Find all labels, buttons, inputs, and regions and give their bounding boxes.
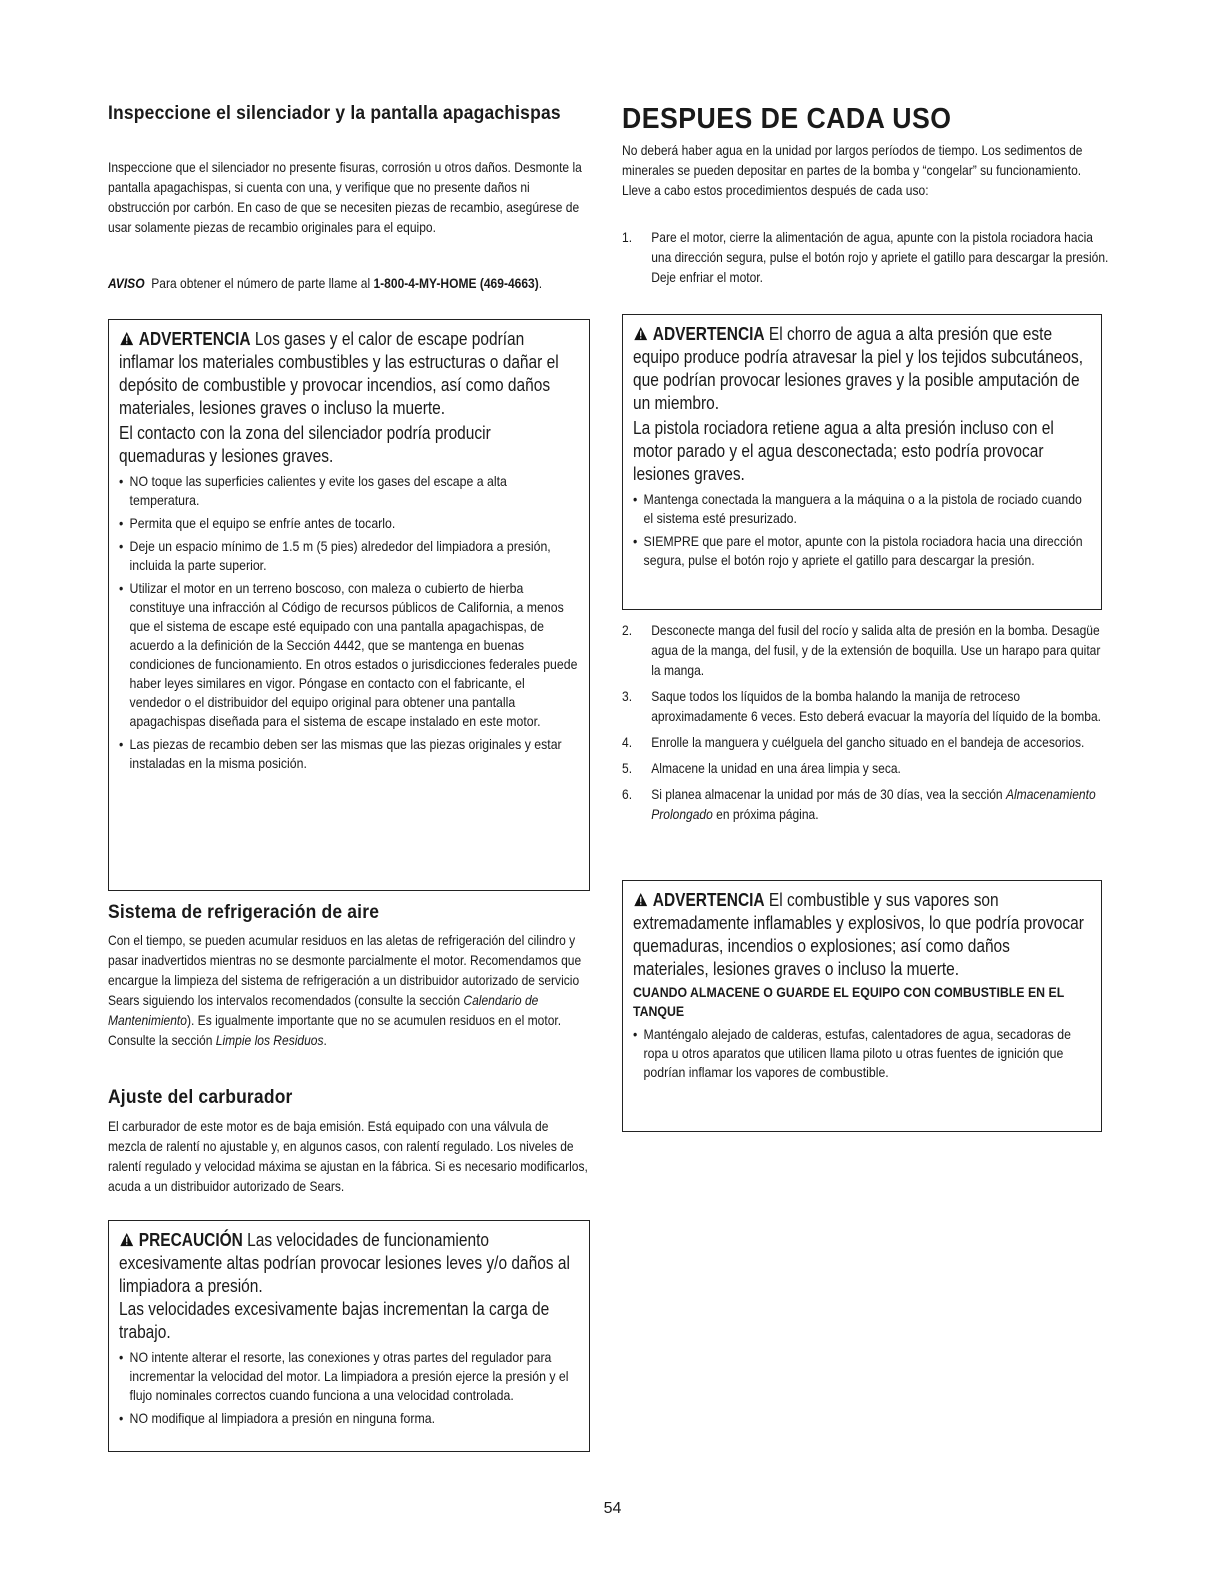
list-item (622, 784, 1110, 824)
aviso-text: Para obtener el número de parte llame al (151, 275, 371, 291)
warning-lead2-exhaust: El contacto con la zona del silenciador podría producir quemaduras y lesiones graves. (119, 423, 491, 466)
step-text: Pare el motor, cierre la alimentación de agua, apunte con la pistola rociadora hacia una dirección segura, pulse el botón rojo y apriete el gatillo para descargar la presión. Deje enfriar el motor. (651, 229, 1109, 285)
step-number: 4. (622, 734, 633, 750)
step-list-2 (622, 620, 1110, 830)
warning-text-fuel: El combustible y sus vapores son extremadamente inflamables y explosivos, lo que podría provocar quemaduras, incendios o explosiones; así como daños materiales, lesiones graves o incluso la muerte. (633, 890, 1084, 979)
step-text-end: en próxima página. (716, 806, 819, 822)
warning-bold-fuel: CUANDO ALMACENE O GUARDE EL EQUIPO CON COMBUSTIBLE EN EL TANQUE (633, 984, 1065, 1019)
list-item (622, 686, 1110, 726)
warning-text-exhaust: Los gases y el calor de escape podrían inflamar los materiales combustibles y las estructuras o dañar el depósito de combustible y provocar incendios, así como daños materiales, lesiones graves o incluso la muerte. (119, 329, 559, 418)
step-number: 5. (622, 760, 633, 776)
aviso-label: AVISO (108, 275, 145, 291)
list-item: • NO intente alterar el resorte, las conexiones y otras partes del regulador para incrementar la velocidad del motor. La limpiadora a presión ejerce la presión y el flujo nominales correctos cuando funciona a una velocidad controlada. (119, 1348, 579, 1405)
warning-signal-fuel: ADVERTENCIA (633, 890, 769, 910)
page-number: 54 (603, 1500, 622, 1517)
warning-lead-pressure (633, 323, 1090, 415)
refrigeracion-text-a: Con el tiempo, se pueden acumular residuos en las aletas de refrigeración del cilindro y pasar inadvertidos mientras no se desmonte parcialmente el motor. Recomendamos que encargue la limpieza del sistema de refrigeración a un distribuidor autorizado de servicio Sears siguiendo los intervalos recomendados (consulte la sección (108, 932, 582, 1008)
caution-box (108, 1220, 590, 1452)
step-number: 1. (622, 229, 633, 245)
refrigeracion-text-b: ). Es igualmente importante que no se acumulen residuos en el motor. Consulte la sección (108, 1012, 562, 1048)
carburador-body: El carburador de este motor es de baja emisión. Está equipado con una válvula de mezcla de ralentí no ajustable y, en algunos casos, con ralentí regulado. Los niveles de ralentí regulado y velocidad máxima se ajustan en la fábrica. Si es necesario modificarlos, acuda a un distribuidor autorizado de Sears. (108, 1118, 588, 1194)
warning-box-exhaust (108, 319, 590, 891)
list-item: • SIEMPRE que pare el motor, apunte con la pistola rociadora hacia una dirección segura, pulse el botón rojo y apriete el gatillo para descargar la presión. (633, 532, 1091, 570)
section-title-refrigeracion: Sistema de refrigeración de aire (108, 902, 380, 923)
silenciador-body: Inspeccione que el silenciador no presente fisuras, corrosión u otros daños. Desmonte la pantalla apagachispas, si cuenta con una, y verifique que no presente daños ni obstrucción por carbón. En caso de que se necesiten piezas de recambio, asegúrese de usar solamente piezas de recambio originales para el equipo. (108, 159, 582, 235)
warning-text-pressure: El chorro de agua a alta presión que este equipo produce podría atravesar la piel y los tejidos subcutáneos, que podrían provocar lesiones graves y la posible amputación de un miembro. (633, 324, 1084, 413)
section-title-carburador: Ajuste del carburador (108, 1087, 293, 1108)
step-text: Enrolle la manguera y cuélguela del gancho situado en el bandeja de accesorios. (651, 734, 1085, 750)
warning-lead2-pressure: La pistola rociadora retiene agua a alta presión incluso con el motor parado y el agua desconectada; esto podría provocar lesiones graves. (633, 418, 1054, 484)
section-title-silenciador: Inspeccione el silenciador y la pantalla apagachispas (108, 103, 561, 124)
step-text: Desconecte manga del fusil del rocío y salida alta de presión en la bomba. Desagüe agua de la manga, del fusil, y de la extensión de boquilla. Use un harapo para quitar la manga. (651, 622, 1101, 678)
link-almacenamiento[interactable]: Almacenamiento Prolongado (651, 786, 1096, 822)
list-item (622, 732, 1110, 752)
step-number: 2. (622, 622, 633, 638)
list-item: • NO modifique al limpiadora a presión en ninguna forma. (119, 1409, 579, 1428)
link-calendario[interactable]: Calendario de Mantenimiento (108, 992, 539, 1028)
list-item: • Deje un espacio mínimo de 1.5 m (5 pies) alrededor del limpiadora a presión, incluida la parte superior. (119, 537, 579, 575)
warning-triangle-icon (119, 331, 134, 346)
list-item: • Mantenga conectada la manguera a la máquina o a la pistola de rociado cuando el sistema esté presurizado. (633, 490, 1091, 528)
despues-intro: No deberá haber agua en la unidad por largos períodos de tiempo. Los sedimentos de minerales se pueden depositar en partes de la bomba y “congelar” su funcionamiento. Lleve a cabo estos procedimientos después de cada uso: (622, 142, 1083, 198)
warning-box-pressure (622, 314, 1102, 610)
list-item (622, 758, 1110, 778)
list-item: • NO toque las superficies calientes y evite los gases del escape a alta temperatura. (119, 472, 579, 510)
warning-triangle-icon (633, 892, 648, 907)
list-item (622, 620, 1110, 680)
list-item: • Permita que el equipo se enfríe antes de tocarlo. (119, 514, 579, 533)
warning-bullets-exhaust (119, 472, 579, 773)
caution-bullets (119, 1348, 579, 1428)
refrigeracion-text-c: . (323, 1032, 327, 1048)
list-item (622, 227, 1110, 287)
warning-triangle-icon (119, 1232, 134, 1247)
caution-signal: PRECAUCIÓN (119, 1230, 247, 1250)
step-number: 3. (622, 688, 633, 704)
warning-triangle-icon (633, 326, 648, 341)
warning-bullets-fuel (633, 1025, 1091, 1082)
aviso-note (108, 273, 590, 293)
warning-lead-exhaust (119, 328, 578, 420)
warning-signal-pressure: ADVERTENCIA (633, 324, 769, 344)
step-list-1 (622, 227, 1110, 293)
list-item: • Utilizar el motor en un terreno boscoso, con maleza o cubierto de hierba constituye una infracción al Código de recursos públicos de California, a menos que el sistema de escape esté equipado con una pantalla apagachispas, de acuerdo a la definición de la Sección 4442, que se mantenga en buenas condiciones de funcionamiento. En otros estados o jurisdicciones federales puede haber leyes similares en vigor. Póngase en contacto con el fabricante, el vendedor o el distribuidor del equipo original para obtener una pantalla apagachispas diseñada para el sistema de escape instalado en este motor. (119, 579, 579, 731)
step-text: Saque todos los líquidos de la bomba halando la manija de retroceso aproximadamente 6 veces. Esto deberá evacuar la mayoría del líquido de la bomba. (651, 688, 1102, 724)
step-text: Si planea almacenar la unidad por más de 30 días, vea la sección (651, 786, 1003, 802)
aviso-end: . (538, 275, 543, 291)
section-title-despues: DESPUES DE CADA USO (622, 103, 952, 135)
caution-lead2: Las velocidades excesivamente bajas incrementan la carga de trabajo. (119, 1299, 550, 1342)
warning-box-fuel (622, 880, 1102, 1132)
step-number: 6. (622, 786, 633, 802)
list-item: • Manténgalo alejado de calderas, estufas, calentadores de agua, secadoras de ropa u otros aparatos que utilicen llama piloto u otras fuentes de ignición que podrían inflamar los vapores de combustible. (633, 1025, 1091, 1082)
warning-lead-fuel (633, 889, 1090, 981)
caution-text: Las velocidades de funcionamiento excesivamente altas podrían provocar lesiones leves y/o daños al limpiadora a presión. (119, 1230, 570, 1296)
refrigeracion-body (108, 930, 590, 1050)
warning-signal-exhaust: ADVERTENCIA (119, 329, 255, 349)
aviso-phone: 1-800-4-MY-HOME (469-4663) (373, 275, 539, 291)
list-item: • Las piezas de recambio deben ser las mismas que las piezas originales y estar instaladas en la misma posición. (119, 735, 579, 773)
caution-lead (119, 1229, 578, 1298)
link-limpie-residuos[interactable]: Limpie los Residuos (215, 1032, 324, 1048)
step-text: Almacene la unidad en una área limpia y seca. (651, 760, 901, 776)
warning-bullets-pressure (633, 490, 1091, 570)
